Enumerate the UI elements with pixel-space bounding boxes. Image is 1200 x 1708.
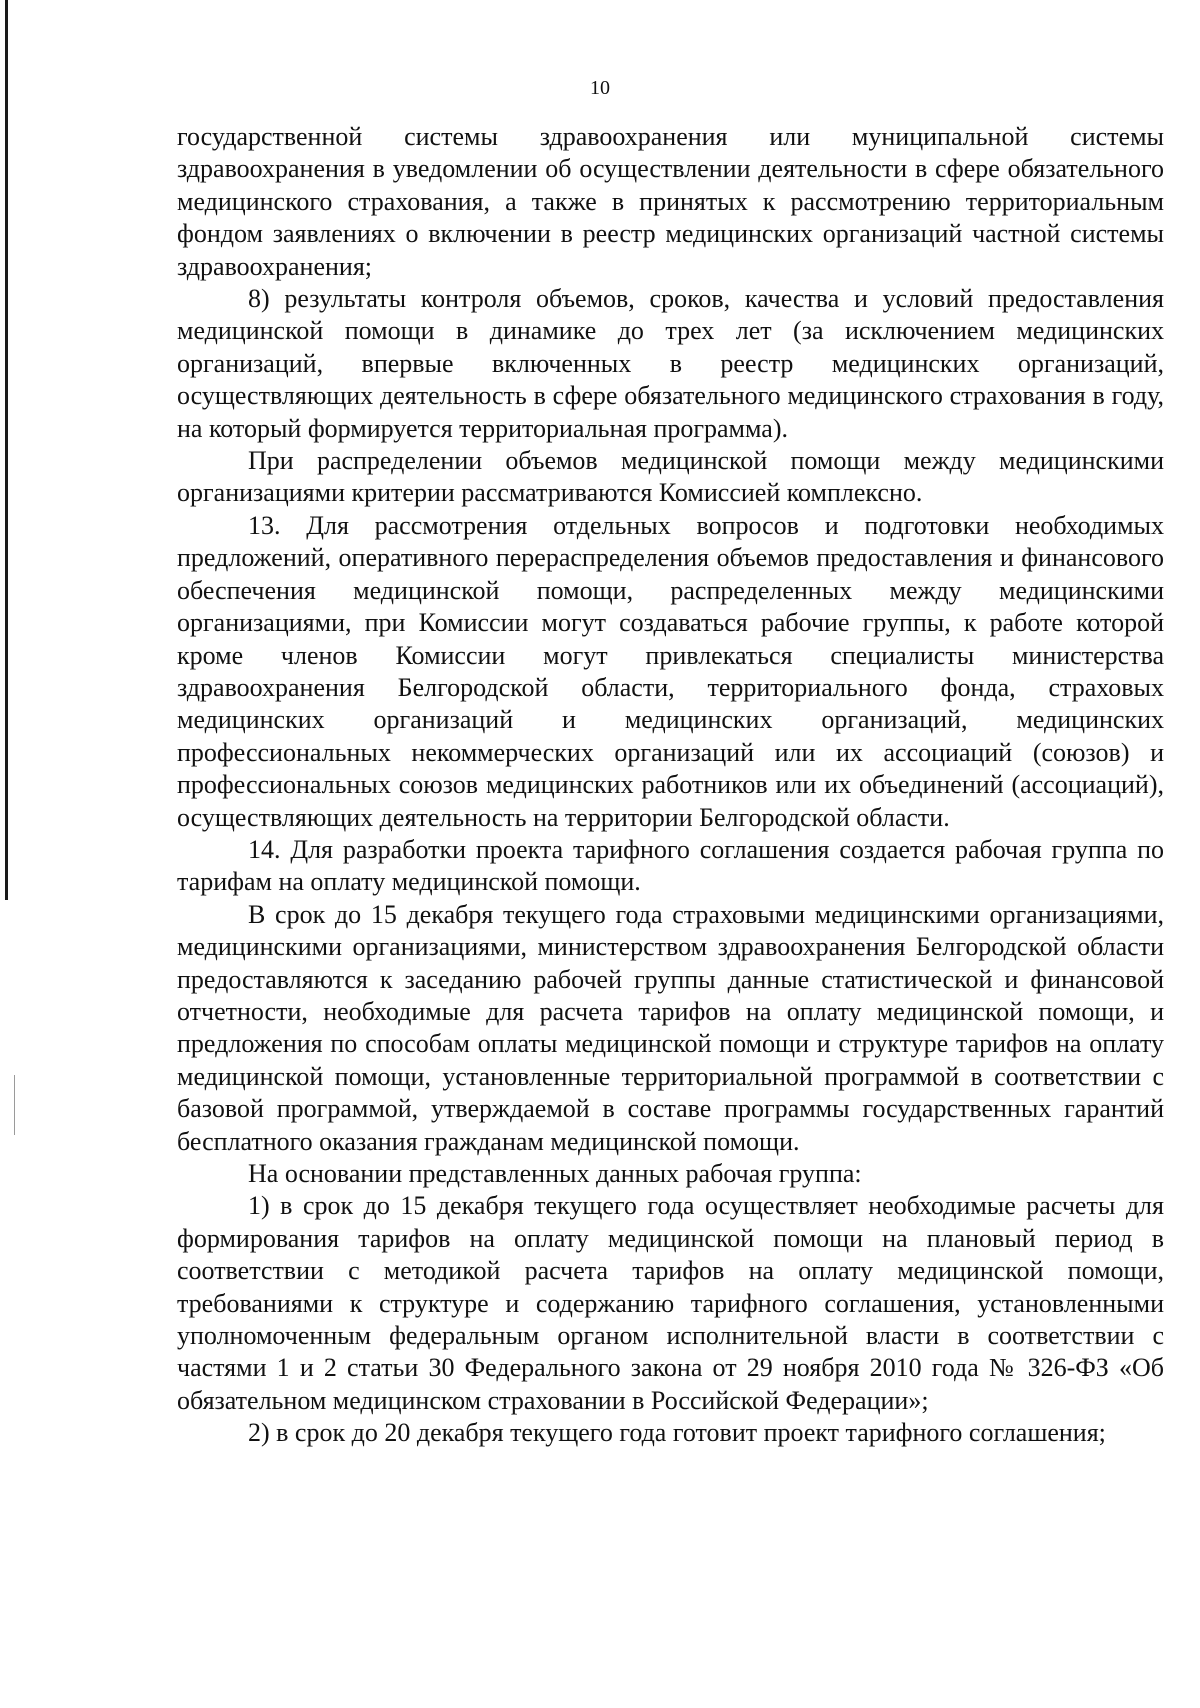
page-number: 10: [590, 77, 610, 99]
paragraph-deadline-15-december: В срок до 15 декабря текущего года страховыми медицинскими организациями, медицинскими организациями, министерством здравоохранения Белгородской области предоставляются к заседанию рабочей группы данные статистической и финансовой отчетности, необходимые для расчета тарифов на оплату медицинской помощи, и предложения по способам оплаты медицинской помощи и структуре тарифов на оплату медицинской помощи, установленные территориальной программой в соответствии с базовой программой, утверждаемой в составе программы государственных гарантий бесплатного оказания гражданам медицинской помощи.: [177, 899, 1164, 1156]
document-body: [177, 121, 1164, 1450]
paragraph-criteria: При распределении объемов медицинской помощи между медицинскими организациями критерии рассматриваются Комиссией комплексно.: [177, 446, 1164, 508]
paragraph-section-13: 13. Для рассмотрения отдельных вопросов и подготовки необходимых предложений, оперативного перераспределения объемов предоставления и финансового обеспечения медицинской помощи, распределенных между медицинскими организациями, при Комиссии могут создаваться рабочие группы, к работе которой кроме членов Комиссии могут привлекаться специалисты министерства здравоохранения Белгородской области, территориального фонда, страховых медицинских организаций и медицинских организаций, медицинских профессиональных некоммерческих организаций или их ассоциаций (союзов) и профессиональных союзов медицинских работников или их объединений (ассоциаций), осуществляющих деятельность на территории Белгородской области.: [177, 510, 1164, 832]
paragraph-section-14: 14. Для разработки проекта тарифного соглашения создается рабочая группа по тарифам на оплату медицинской помощи.: [177, 834, 1164, 897]
paragraph-continuation: государственной системы здравоохранения или муниципальной системы здравоохранения в уведомлении об осуществлении деятельности в сфере обязательного медицинского страхования, а также в принятых к рассмотрению территориальным фондом заявлениях о включении в реестр медицинских организаций частной системы здравоохранения;: [177, 122, 1164, 281]
scan-edge-mark: [14, 1075, 15, 1135]
scan-edge-line: [5, 0, 8, 900]
paragraph-item-1: 1) в срок до 15 декабря текущего года осуществляет необходимые расчеты для формирования тарифов на оплату медицинской помощи на плановый период в соответствии с методикой расчета тарифов на оплату медицинской помощи, требованиями к структуре и содержанию тарифного соглашения, установленными уполномоченным федеральным органом исполнительной власти в соответствии с частями 1 и 2 статьи 30 Федерального закона от 29 ноября 2010 года № 326-ФЗ «Об обязательном медицинском страховании в Российской Федерации»;: [177, 1191, 1164, 1415]
paragraph-item-2: 2) в срок до 20 декабря текущего года готовит проект тарифного соглашения;: [248, 1418, 1106, 1448]
paragraph-item-8: 8) результаты контроля объемов, сроков, качества и условий предоставления медицинской помощи в динамике до трех лет (за исключением медицинских организаций, впервые включенных в реестр медицинских организаций, осуществляющих деятельность в сфере обязательного медицинского страхования в году, на который формируется территориальная программа).: [177, 284, 1164, 443]
paragraph-working-group: На основании представленных данных рабочая группа:: [248, 1159, 862, 1188]
